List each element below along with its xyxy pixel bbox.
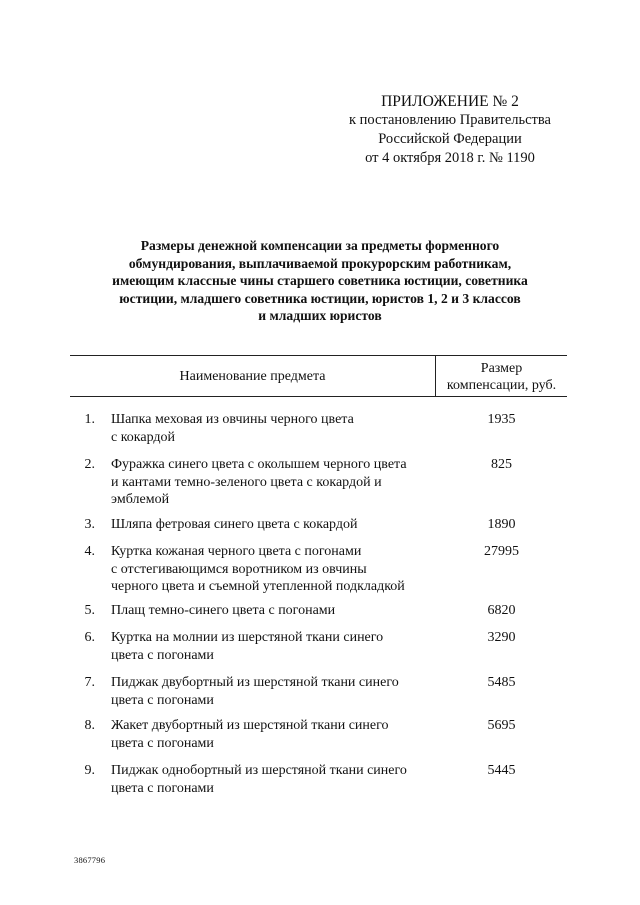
- row-amount: 27995: [484, 544, 519, 559]
- row-number: 6.: [84, 630, 95, 645]
- row-item-line: Фуражка синего цвета с околышем черного цвета: [111, 457, 407, 472]
- document-title-line: Размеры денежной компенсации за предметы форменного: [140, 238, 500, 253]
- row-item-line: Плащ темно-синего цвета с погонами: [111, 603, 336, 618]
- document-title: [70, 237, 570, 325]
- row-amount: 5485: [487, 675, 516, 690]
- row-item-name: [111, 762, 441, 797]
- header-amount: [436, 360, 567, 394]
- row-item-line: цвета с погонами: [111, 647, 214, 663]
- row-item-line: цвета с погонами: [111, 735, 214, 751]
- row-number: 4.: [84, 544, 95, 559]
- document-title-line: юстиции, младшего советника юстиции, юристов 1, 2 и 3 классов: [119, 290, 521, 306]
- row-amount: 1935: [487, 412, 516, 427]
- document-title-line: имеющим классные чины старшего советника юстиции, советника: [112, 273, 528, 288]
- row-number: 9.: [84, 763, 95, 778]
- document-title-line: и младших юристов: [258, 308, 382, 323]
- row-item-name: [111, 629, 441, 664]
- row-item-line: Пиджак двубортный из шерстяной ткани синего: [111, 675, 399, 690]
- row-amount: 825: [491, 457, 512, 472]
- row-item-line: Шляпа фетровая синего цвета с кокардой: [111, 517, 358, 532]
- table-header-rule: [70, 396, 567, 397]
- appendix-line-1: к постановлению Правительства: [349, 112, 551, 128]
- row-amount: 6820: [487, 603, 516, 618]
- row-item-name: [111, 717, 441, 752]
- row-item-line: Пиджак однобортный из шерстяной ткани синего: [111, 763, 407, 778]
- row-amount: 1890: [487, 517, 516, 532]
- row-item-line: черного цвета и съемной утепленной подкладкой: [111, 579, 405, 594]
- row-item-line: с отстегивающимся воротником из овчины: [111, 561, 367, 577]
- row-number: 2.: [84, 457, 95, 472]
- row-item-line: Жакет двубортный из шерстяной ткани синего: [111, 718, 389, 733]
- row-item-line: и кантами темно-зеленого цвета с кокардой и: [111, 474, 382, 490]
- row-item-name: [111, 674, 441, 709]
- row-number: 3.: [84, 517, 95, 532]
- appendix-line-2: Российской Федерации: [378, 131, 522, 147]
- row-amount: 5445: [487, 763, 516, 778]
- appendix-title: ПРИЛОЖЕНИЕ № 2: [381, 93, 519, 110]
- row-number: 5.: [84, 603, 95, 618]
- row-item-line: Куртка на молнии из шерстяной ткани синего: [111, 630, 384, 645]
- row-number: 7.: [84, 675, 95, 690]
- header-amount-line: Размер: [480, 361, 523, 376]
- row-item-line: Шапка меховая из овчины черного цвета: [111, 412, 354, 427]
- row-item-name: [111, 516, 441, 534]
- table-top-rule: [70, 355, 567, 356]
- row-item-name: [111, 602, 441, 620]
- row-amount: 3290: [487, 630, 516, 645]
- row-item-line: с кокардой: [111, 429, 176, 445]
- row-item-line: цвета с погонами: [111, 692, 214, 708]
- appendix-line-3: от 4 октября 2018 г. № 1190: [365, 150, 535, 166]
- row-item-name: [111, 411, 441, 446]
- row-item-name: [111, 456, 441, 509]
- row-item-line: эмблемой: [111, 492, 170, 507]
- row-amount: 5695: [487, 718, 516, 733]
- row-item-line: Куртка кожаная черного цвета с погонами: [111, 544, 362, 559]
- header-amount-line: компенсации, руб.: [446, 378, 557, 393]
- header-item-name: Наименование предмета: [179, 369, 326, 384]
- row-item-line: цвета с погонами: [111, 780, 214, 796]
- document-title-line: обмундирования, выплачиваемой прокурорским работникам,: [128, 255, 512, 271]
- document-code: 3867796: [74, 855, 106, 865]
- appendix-block: [330, 92, 570, 168]
- row-number: 8.: [84, 718, 95, 733]
- row-number: 1.: [84, 412, 95, 427]
- row-item-name: [111, 543, 441, 596]
